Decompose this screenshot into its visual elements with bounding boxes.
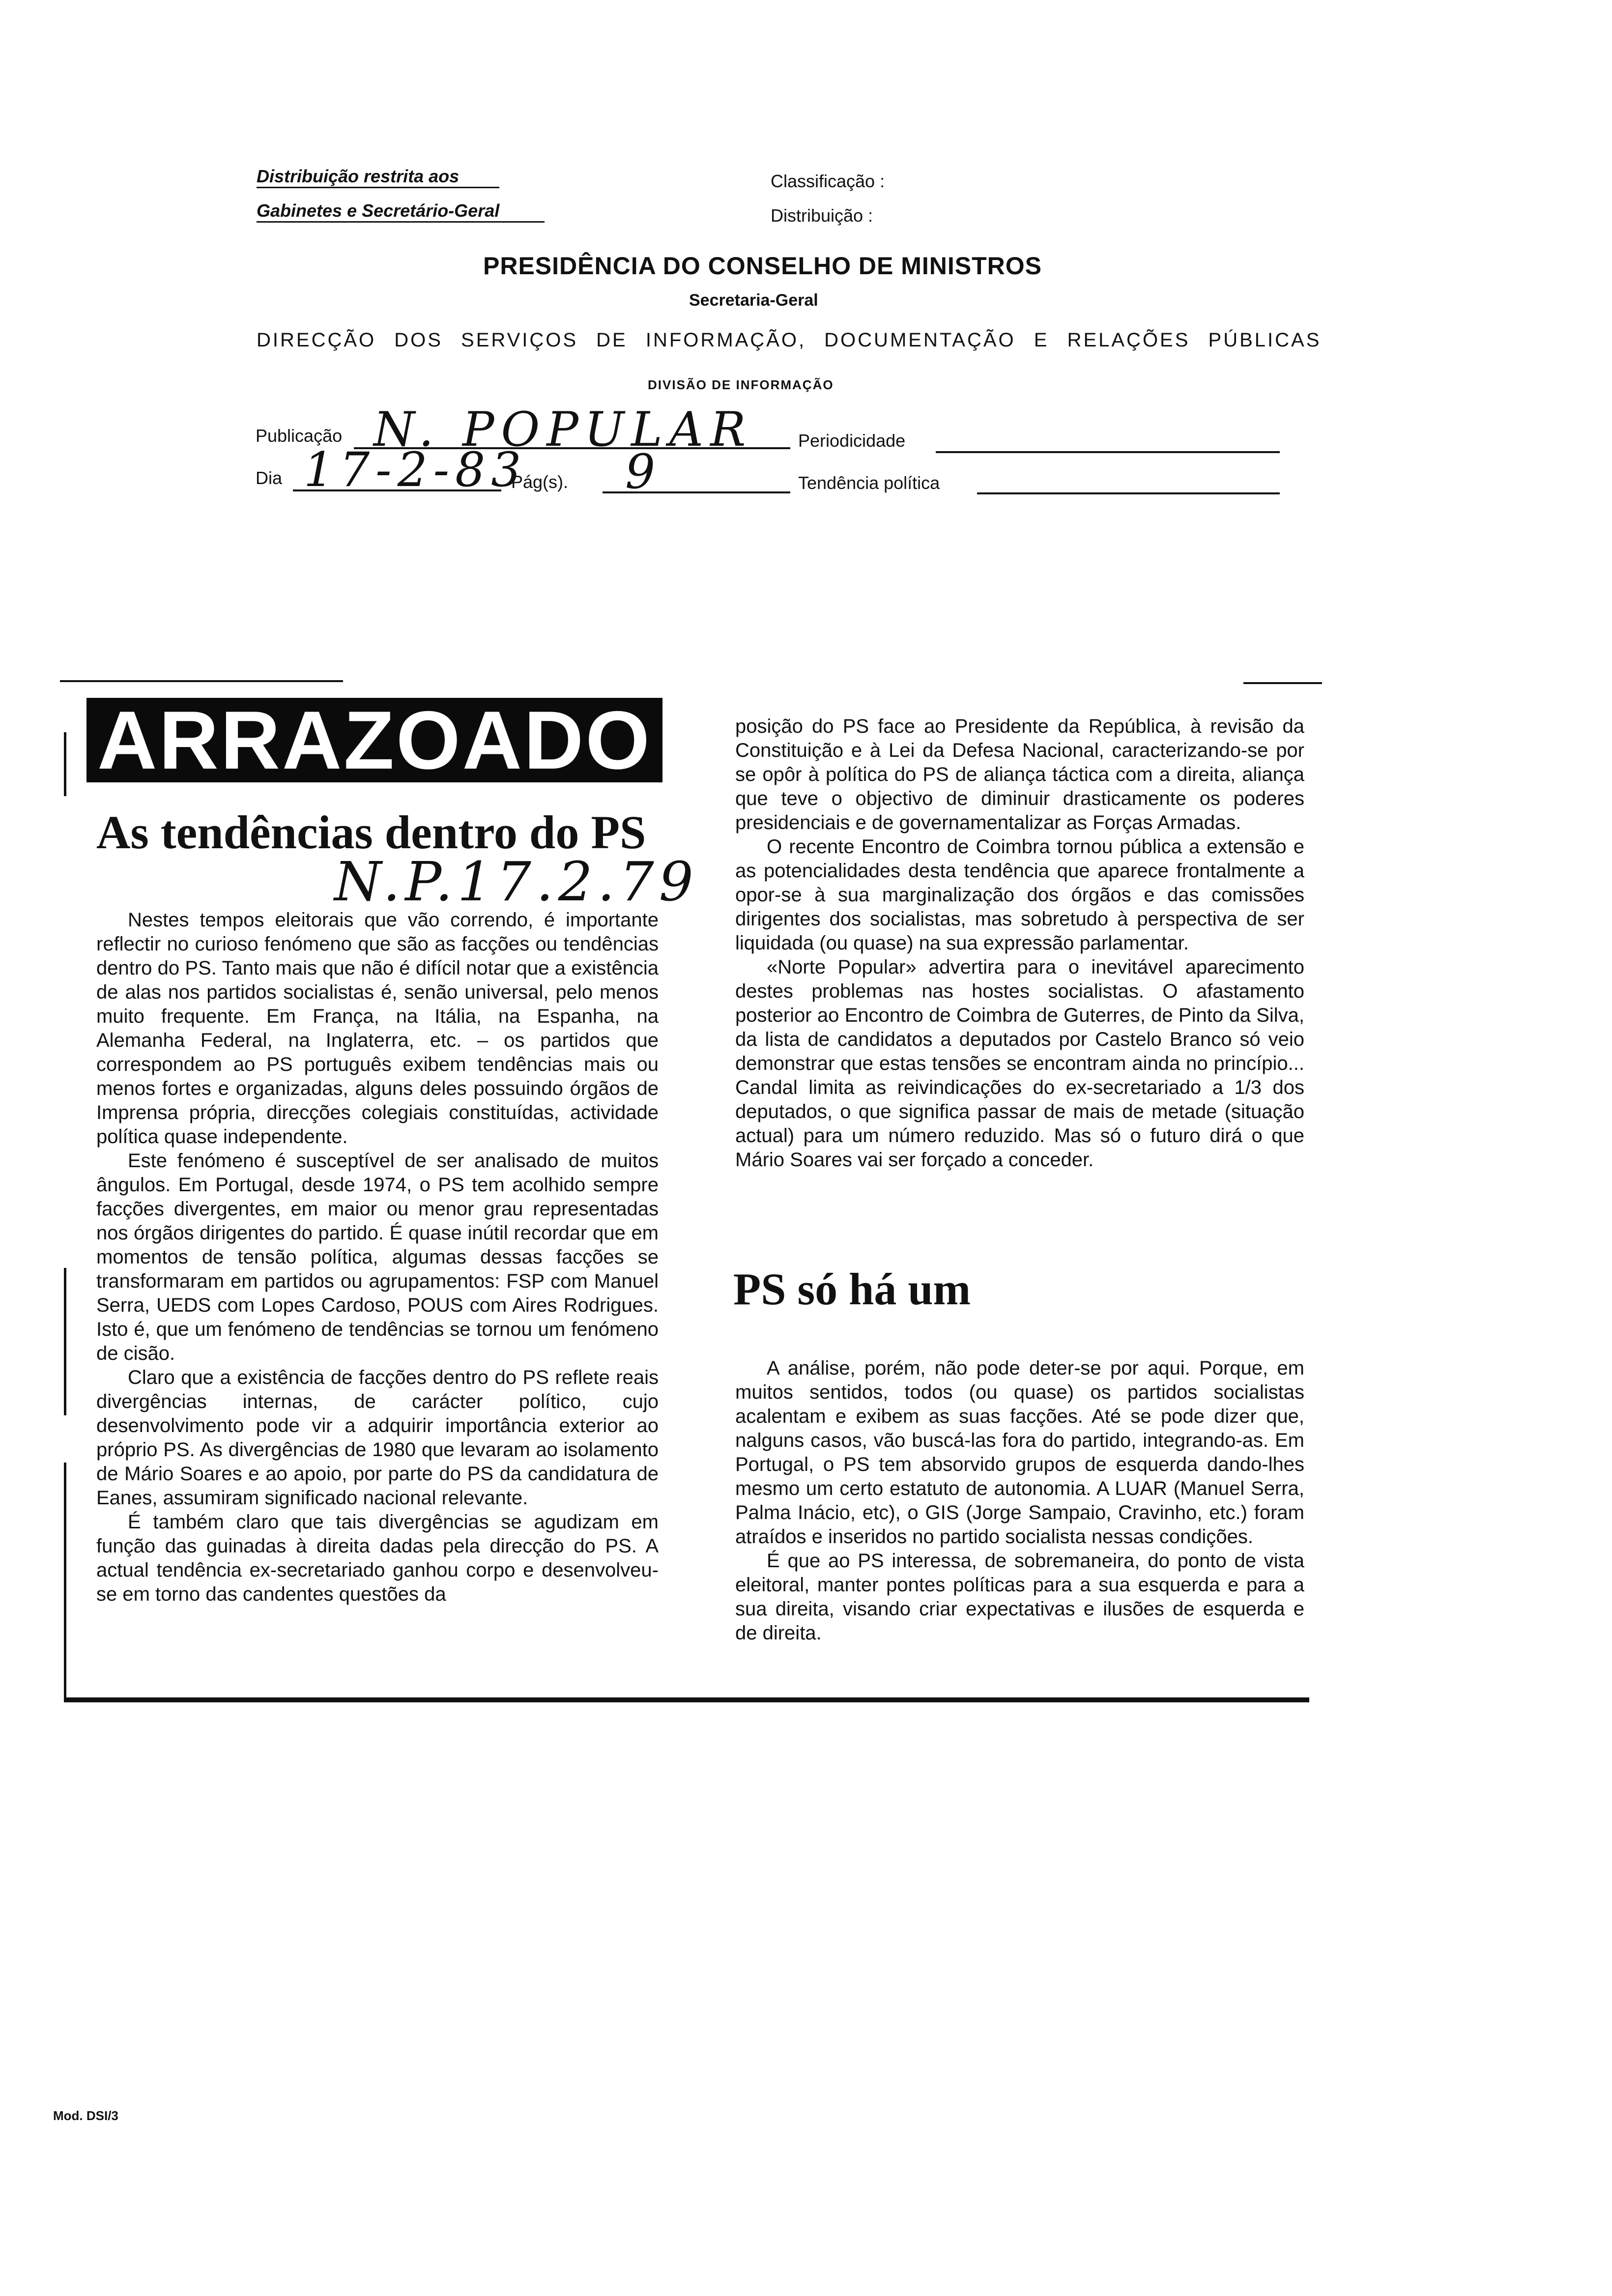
article-bottom-rule	[64, 1697, 1309, 1702]
article-title: As tendências dentro do PS	[96, 806, 646, 859]
col1-paragraph-3: Claro que a existência de facções dentro do PS reflete reais divergências internas, de carácter político, cujo desenvolvimento pode vir a adquirir importância exterior ao próprio PS. As divergências de 1980 que levaram ao isolamento de Mário Soares e ao apoio, por parte do PS da candidatura de Eanes, assumiram significado nacional relevante.	[96, 1367, 659, 1509]
col2-paragraph-1: posição do PS face ao Presidente da República, à revisão da Constituição e à Lei da Defesa Nacional, caracterizando-se por se opôr à política do PS de aliança táctica com a direita, aliança que teve o objectivo de diminuir drasticamente os poderes presidenciais e de governamentalizar as Forças Armadas.	[735, 716, 1304, 833]
dia-label: Dia	[256, 468, 283, 488]
column-2-bottom	[735, 1356, 1304, 1645]
article-top-rule-left	[60, 680, 343, 682]
section-banner: ARRAZOADO	[86, 698, 662, 782]
secretaria-label: Secretaria-Geral	[689, 291, 818, 310]
col1-paragraph-4: É também claro que tais divergências se agudizam em função das guinadas à direita dadas pela direcção do PS. A actual tendência ex-secretariado ganhou corpo e desenvolveu-se em torno das candentes questões da	[96, 1511, 659, 1605]
restricted-line-2: Gabinetes e Secretário-Geral	[257, 201, 545, 223]
pag-value: 9	[625, 444, 656, 499]
subtitle: PS só há um	[733, 1264, 971, 1314]
tendencia-label: Tendência política	[798, 473, 940, 493]
division-label: DIVISÃO DE INFORMAÇÃO	[648, 377, 834, 392]
column-2-top	[735, 715, 1304, 1172]
article-top-rule-right	[1243, 682, 1322, 684]
left-margin-bracket-low	[64, 1463, 66, 1698]
pag-label: Pág(s).	[511, 472, 569, 492]
tendencia-line	[977, 492, 1280, 494]
classificacao-label: Classificação :	[771, 171, 885, 191]
periodicidade-label: Periodicidade	[798, 430, 906, 451]
col2-paragraph-3: «Norte Popular» advertira para o inevitável aparecimento destes problemas nas hostes socialistas. O afastamento posterior ao Encontro de Coimbra de Guterres, de Pinto da Silva, da lista de candidatos a deputados por Castelo Branco só veio demonstrar que estas tensões se encontram ainda no princípio... Candal limita as reivindicações do ex-secretariado a 1/3 dos deputados, o que significa passar de mais de metade (situação actual) para um número reduzido. Mas só o futuro dirá o que Mário Soares vai ser forçado a conceder.	[735, 956, 1304, 1171]
col2b-paragraph-2: É que ao PS interessa, de sobremaneira, do ponto de vista eleitoral, manter pontes políticas para a sua esquerda e para a sua direita, visando criar expectativas e ilusões de esquerda e de direita.	[735, 1550, 1304, 1644]
directorate-line: DIRECÇÃO DOS SERVIÇOS DE INFORMAÇÃO, DOCUMENTAÇÃO E RELAÇÕES PÚBLICAS	[257, 329, 1322, 351]
periodicidade-line	[936, 451, 1280, 453]
restricted-line-1: Distribuição restrita aos	[257, 166, 499, 188]
publicacao-value: N. POPULAR	[374, 402, 753, 457]
dia-value: 17-2-83	[304, 442, 527, 497]
col2b-paragraph-1: A análise, porém, não pode deter-se por aqui. Porque, em muitos sentidos, todos (ou quase) os partidos socialistas acalentam e exibem as suas facções. Até se pode dizer que, nalguns casos, vão buscá-las fora do partido, integrando-as. Em Portugal, o PS tem absorvido grupos de esquerda dando-lhes mesmo um certo estatuto de autonomia. A LUAR (Manuel Serra, Palma Inácio, etc), o GIS (Jorge Sampaio, Cravinho, etc.) foram atraídos e inseridos no partido socialista nessas condições.	[735, 1357, 1304, 1548]
publicacao-label: Publicação	[256, 426, 343, 446]
model-code: Mod. DSI/3	[53, 2108, 118, 2123]
col1-paragraph-1: Nestes tempos eleitorais que vão correndo, é importante reflectir no curioso fenómeno que são as facções ou tendências dentro do PS. Tanto mais que não é difícil notar que a existência de alas nos partidos socialistas é, senão universal, pelo menos muito frequente. Em França, na Itália, na Espanha, na Alemanha Federal, na Inglaterra, etc. – os partidos que correspondem ao PS português exibem tendências mais ou menos fortes e organizadas, alguns deles possuindo órgãos de Imprensa própria, direcções colegiais constituídas, actividade política quase independente.	[96, 909, 659, 1148]
left-margin-bracket-top	[64, 732, 66, 796]
col1-paragraph-2: Este fenómeno é susceptível de ser analisado de muitos ângulos. Em Portugal, desde 1974, o PS tem acolhido sempre facções divergentes, em maior ou menor grau representadas nos órgãos dirigentes do partido. É quase inútil recordar que em momentos de tensão política, algumas dessas facções se transformaram em partidos ou agrupamentos: FSP com Manuel Serra, UEDS com Lopes Cardoso, POUS com Aires Rodrigues. Isto é, que um fenómeno de tendências se tornou um fenómeno de cisão.	[96, 1150, 659, 1364]
presidency-title: PRESIDÊNCIA DO CONSELHO DE MINISTROS	[483, 252, 1042, 280]
handwritten-reference: N.P.17.2.79	[334, 850, 698, 913]
distribuicao-label: Distribuição :	[771, 205, 873, 226]
column-1	[96, 908, 659, 1607]
left-margin-bracket-mid	[64, 1268, 66, 1415]
col2-paragraph-2: O recente Encontro de Coimbra tornou pública a extensão e as potencialidades desta tendência que aparece frontalmente a opor-se à sua marginalização dos órgãos e das comissões dirigentes dos socialistas, mas sobretudo à perspectiva de ser liquidada (ou quase) na sua expressão parlamentar.	[735, 836, 1304, 954]
